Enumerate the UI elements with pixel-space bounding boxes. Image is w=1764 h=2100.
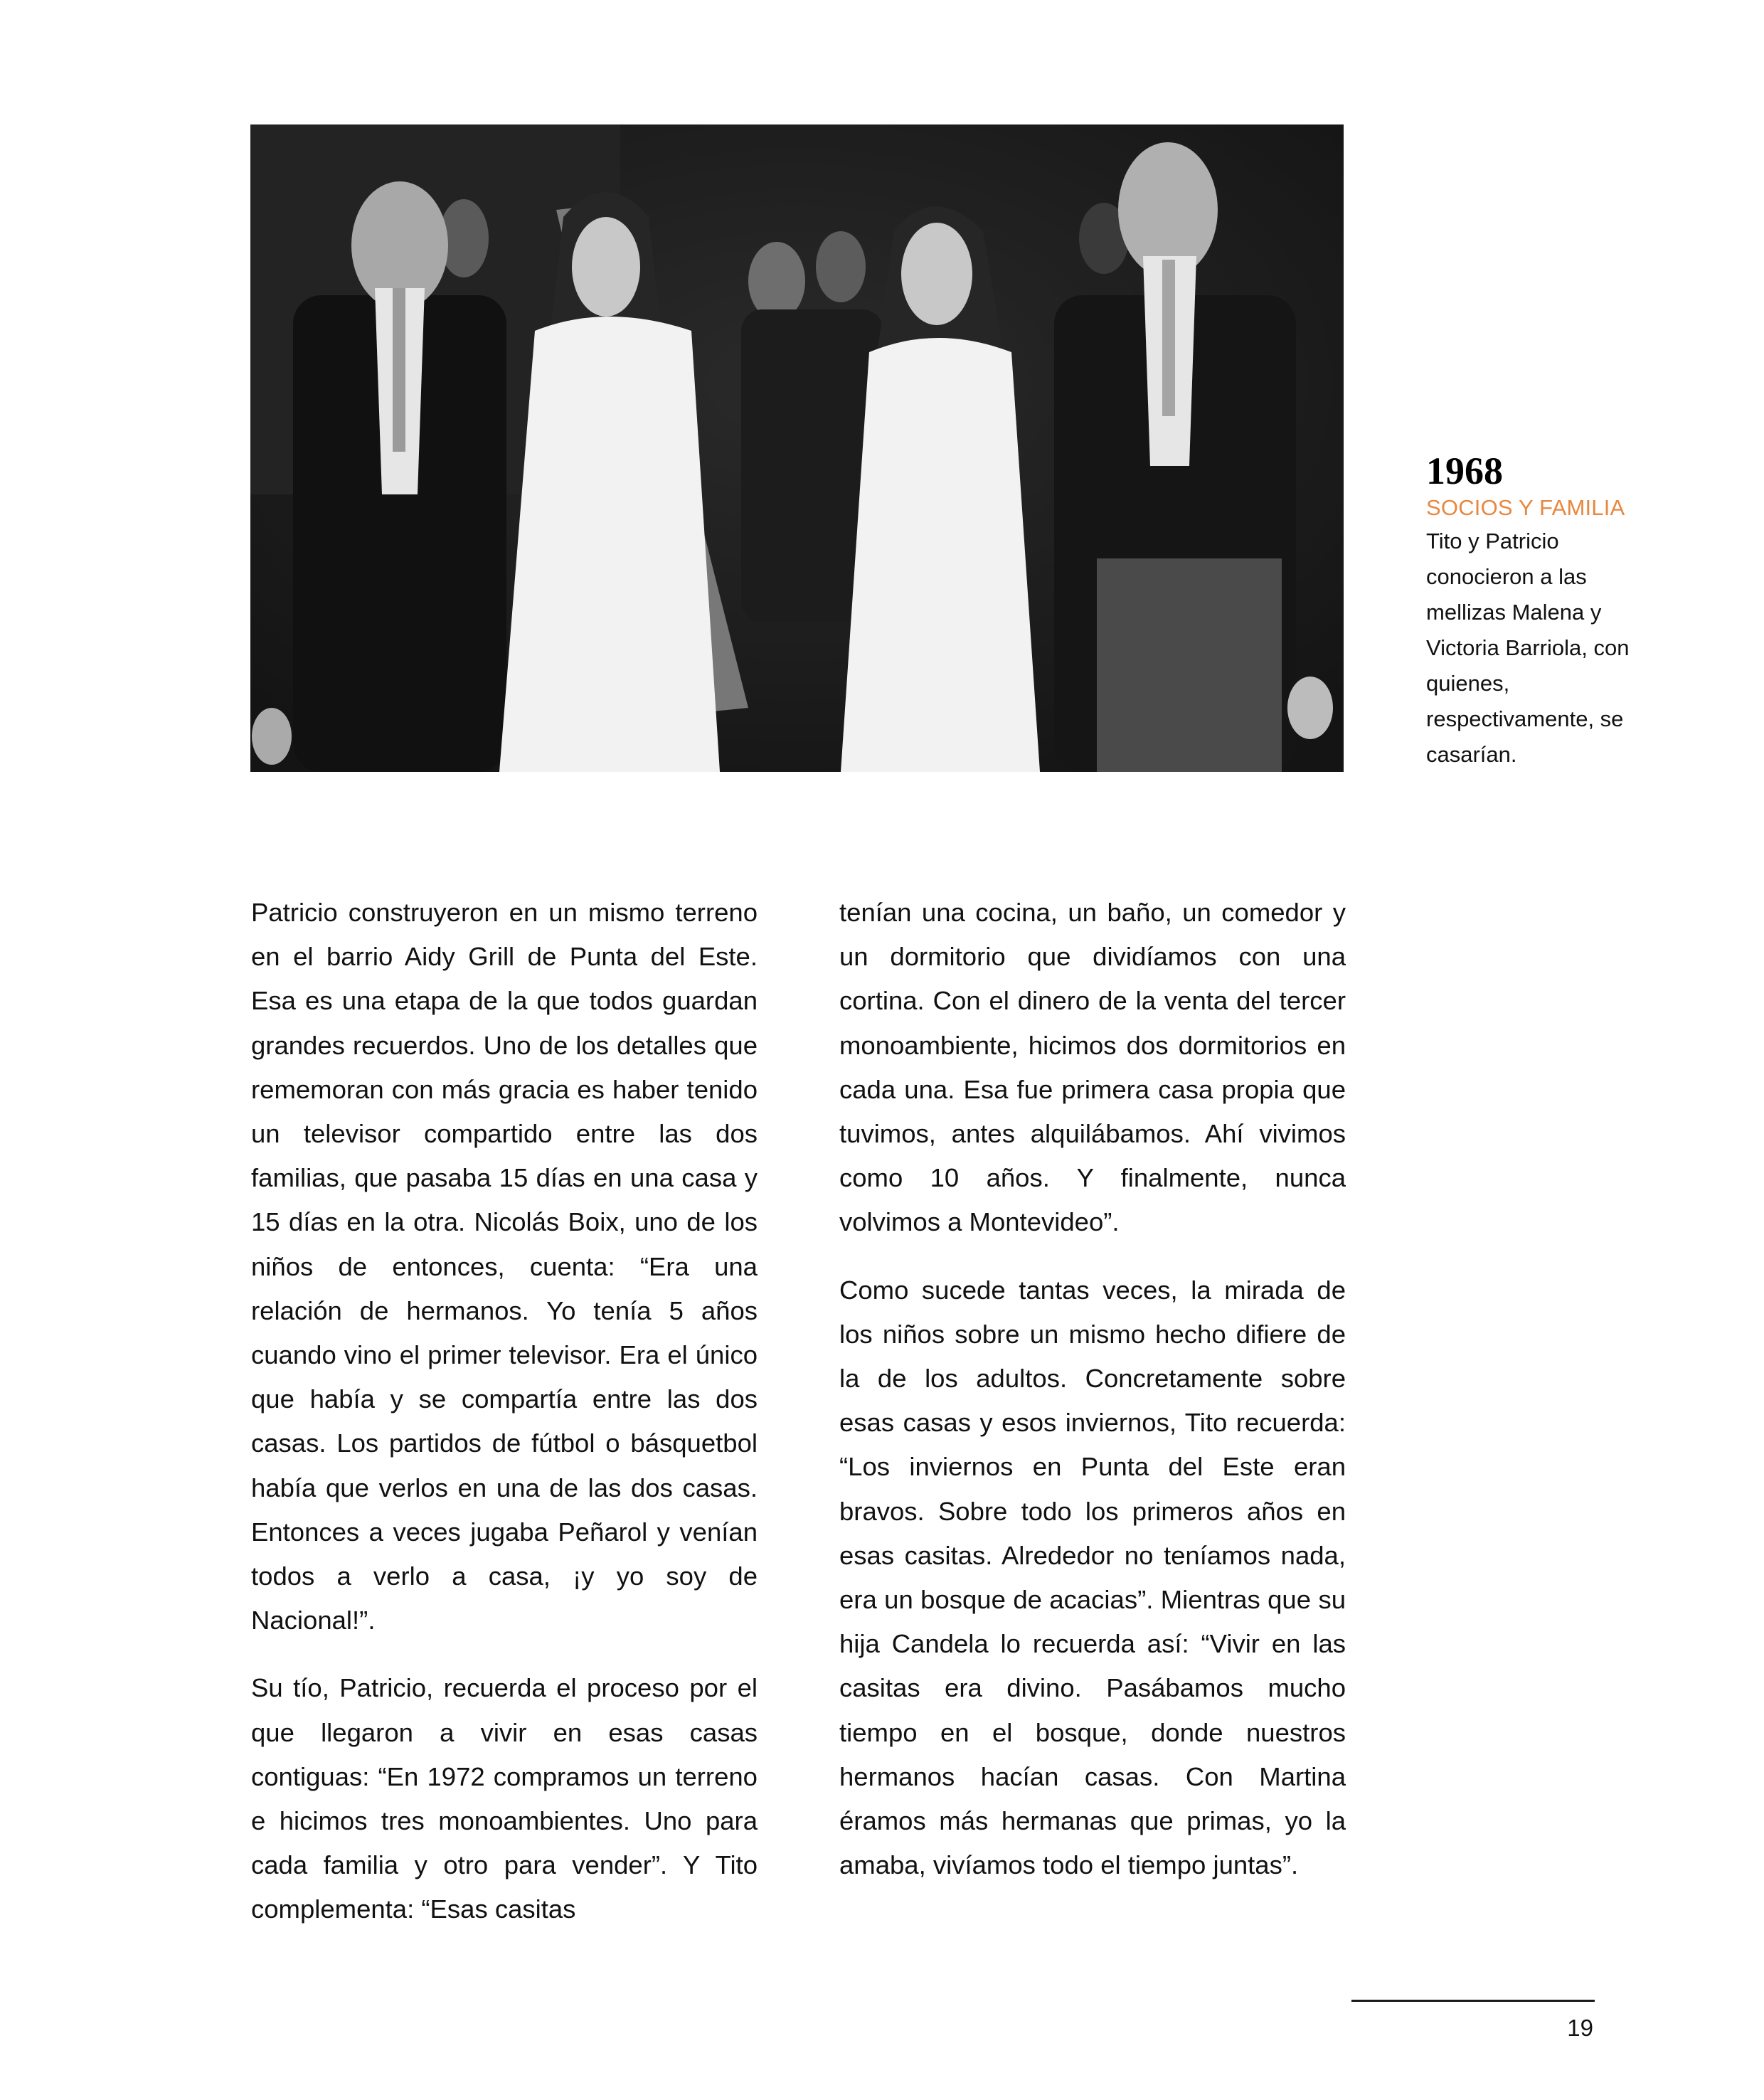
body-column-left [251, 891, 758, 1956]
paragraph: tenían una cocina, un baño, un comedor y un dormitorio que dividíamos con una cortina. Con el dinero de la venta del tercer monoambiente, hicimos dos dormitorios en cada una. Esa fue primera casa propia que tuvimos, antes alquilábamos. Ahí vivimos como 10 años. Y finalmente, nunca volvimos a Montevideo”. [839, 898, 1346, 1237]
photo-sidenote [1426, 450, 1654, 773]
sidenote-caption: Tito y Patricio conocieron a las mellizas Malena y Victoria Barriola, con quienes, respectivamente, se casarían. [1426, 529, 1630, 767]
footer-rule [1351, 2000, 1595, 2002]
paragraph: Patricio construyeron en un mismo terreno en el barrio Aidy Grill de Punta del Este. Esa es una etapa de la que todos guardan grandes recuerdos. Uno de los detalles que rememoran con más gracia es haber tenido un televisor compartido entre las dos familias, que pasaba 15 días en una casa y 15 días en la otra. Nicolás Boix, uno de los niños de entonces, cuenta: “Era una relación de hermanos. Yo tenía 5 años cuando vino el primer televisor. Era el único que había y se compartía entre las dos casas. Los partidos de fútbol o básquetbol había que verlos en una de las dos casas. Entonces a veces jugaba Peñarol y venían todos a verlo a casa, ¡y yo soy de Nacional!”. [251, 898, 758, 1635]
page-number: 19 [1567, 2015, 1593, 2041]
sidenote-year: 1968 [1426, 450, 1503, 492]
body-column-right [839, 891, 1346, 1911]
wedding-photo [250, 124, 1344, 772]
sidenote-kicker: SOCIOS Y FAMILIA [1426, 495, 1625, 520]
paragraph: Como sucede tantas veces, la mirada de los niños sobre un mismo hecho difiere de la de los adultos. Concretamente sobre esas casas y esos inviernos, Tito recuerda: “Los inviernos en Punta del Este eran bravos. Sobre todo los primeros años en esas casitas. Alrededor no teníamos nada, era un bosque de acacias”. Mientras que su hija Candela lo recuerda así: “Vivir en las casitas era divino. Pasábamos mucho tiempo en el bosque, donde nuestros hermanos hacían casas. Con Martina éramos más hermanas que primas, yo la amaba, vivíamos todo el tiempo juntas”. [839, 1275, 1346, 1880]
paragraph: Su tío, Patricio, recuerda el proceso por el que llegaron a vivir en esas casas contiguas: “En 1972 compramos un terreno e hicimos tres monoambientes. Uno para cada familia y otro para vender”. Y Tito complementa: “Esas casitas [251, 1673, 758, 1924]
wedding-photo-illustration [250, 124, 1344, 772]
